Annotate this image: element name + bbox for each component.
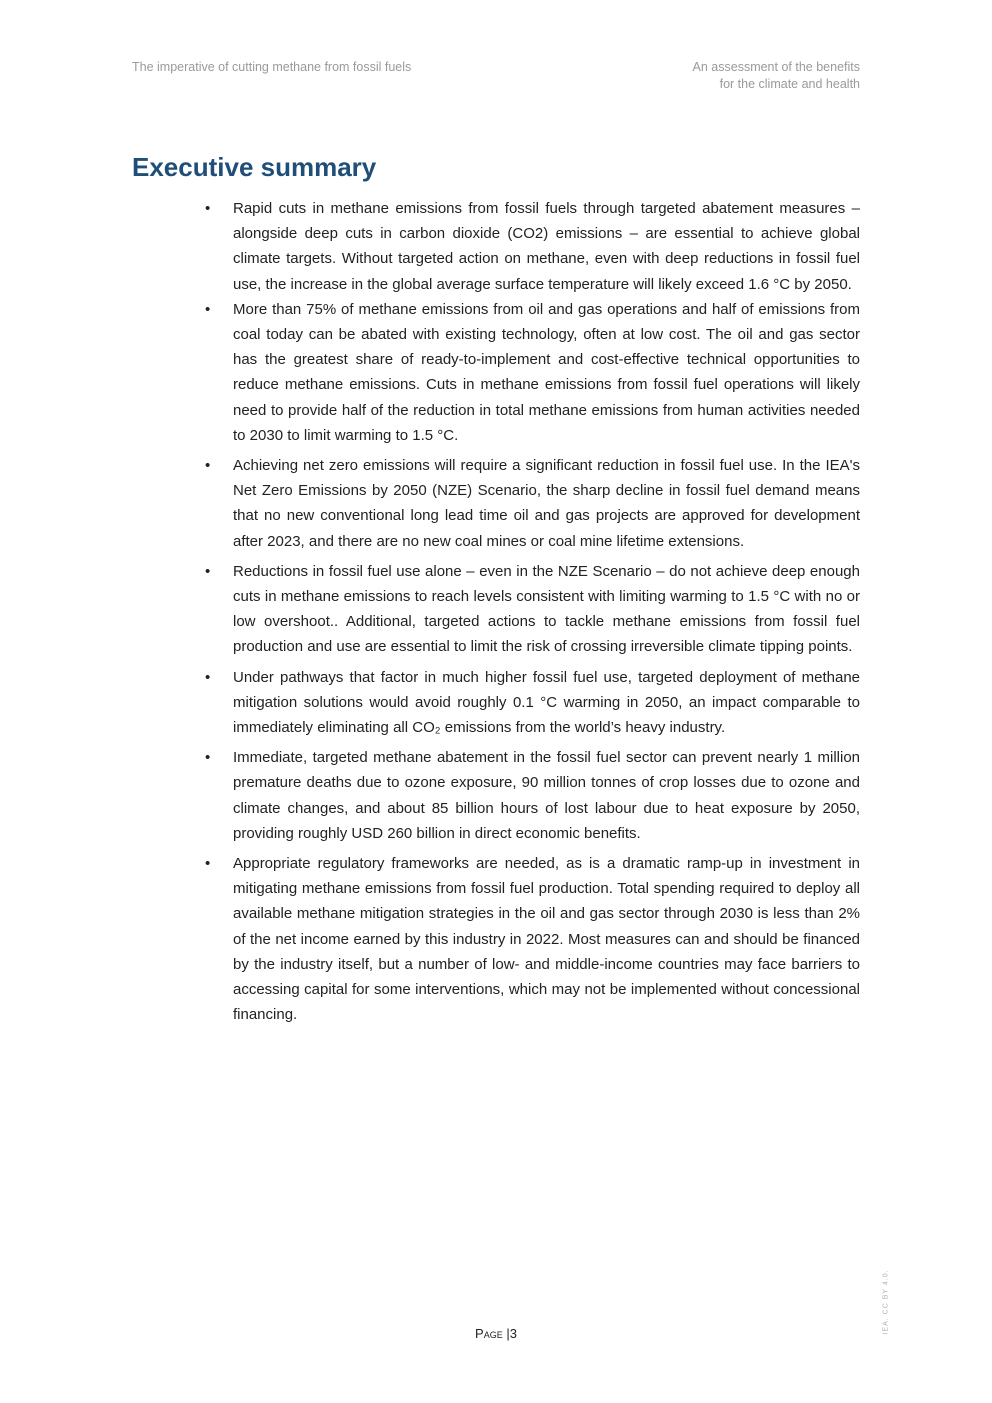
bullet-item [205,297,860,448]
page-footer [0,1326,992,1341]
bullet-icon: • [205,668,211,686]
bullet-text: Reductions in fossil fuel use alone – even in the NZE Scenario – do not achieve deep enough cuts in methane emissions to reach levels consistent with limiting warming to 1.5 °C with no or low overshoot.. Additional, targeted actions to tackle methane emissions from fossil fuel production and use are essential to limit the risk of crossing irreversible climate tipping points. [233,562,860,656]
running-header-subtitle-line-1: An assessment of the benefits [692,60,860,74]
running-header-title: The imperative of cutting methane from fossil fuels [132,60,412,74]
section-title: Executive summary [132,152,377,182]
bullet-item [205,559,860,660]
page-label: Page [475,1326,503,1341]
bullet-item [205,453,860,554]
bullet-icon: • [205,855,211,873]
bullet-item [205,196,860,297]
bullet-text: Rapid cuts in methane emissions from fossil fuels through targeted abatement measures – alongside deep cuts in carbon dioxide (CO2) emissions – are essential to achieve global climate targets. Without targeted action on methane, even with deep reductions in fossil fuel use, the increase in the global average surface temperature will likely exceed 1.6 °C by 2050. [233,200,860,293]
running-header-subtitle-line-2: for the climate and health [719,77,860,91]
bullet-item [205,665,860,741]
bullet-item [205,851,860,1027]
bullet-text: More than 75% of methane emissions from oil and gas operations and half of emissions from coal today can be abated with existing technology, often at low cost. The oil and gas sector has the greatest share of ready-to-implement and cost-effective technical opportunities to reduce methane emissions. Cuts in methane emissions from fossil fuel operations will likely need to provide half of the reduction in total methane emissions from human activities needed to 2030 to limit warming to 1.5 °C. [233,300,860,444]
bullet-icon: • [205,300,211,318]
page-number: 3 [509,1326,517,1341]
bullet-icon: • [205,200,211,217]
bullet-icon: • [205,562,211,580]
bullet-text: Immediate, targeted methane abatement in the fossil fuel sector can prevent nearly 1 million premature deaths due to ozone exposure, 90 million tonnes of crop losses due to ozone and climate changes, and about 85 billion hours of lost labour due to heat exposure by 2050, providing roughly USD 260 billion in direct economic benefits. [233,749,860,842]
bullet-icon: • [205,457,211,475]
license-credit: IEA. CC BY 4.0. [882,1269,890,1335]
bullet-text: Achieving net zero emissions will require a significant reduction in fossil fuel use. In the IEA's Net Zero Emissions by 2050 (NZE) Scenario, the sharp decline in fossil fuel demand means that no new conventional long lead time oil and gas projects are approved for development after 2023, and there are no new coal mines or coal mine lifetime extensions. [233,457,860,550]
running-header-subtitle [693,59,860,93]
bullet-text: Under pathways that factor in much higher fossil fuel use, targeted deployment of methane mitigation solutions would avoid roughly 0.1 °C warming in 2050, an impact comparable to immediately eliminating all CO₂ emissions from the world’s heavy industry. [233,668,860,737]
bullet-item [205,745,860,846]
bullet-text: Appropriate regulatory frameworks are needed, as is a dramatic ramp-up in investment in mitigating methane emissions from fossil fuel production. Total spending required to deploy all available methane mitigation strategies in the oil and gas sector through 2030 is less than 2% of the net income earned by this industry in 2022. Most measures can and should be financed by the industry itself, but a number of low- and middle-income countries may face barriers to accessing capital for some interventions, which may not be implemented without concessional financing. [233,855,860,1024]
bullet-icon: • [205,749,211,767]
page-separator: | [506,1326,510,1341]
summary-bullet-list [205,196,860,1028]
